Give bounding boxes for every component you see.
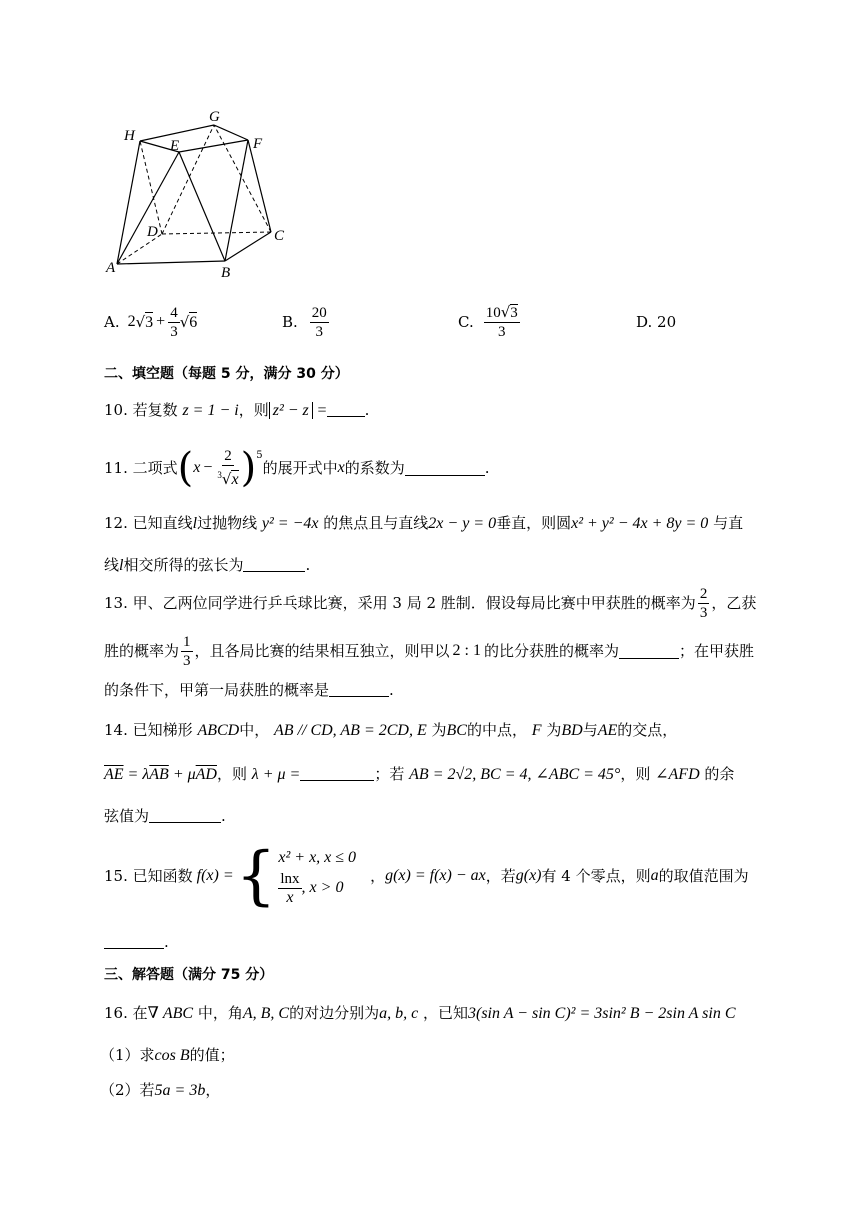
option-c-label: C. bbox=[458, 313, 474, 331]
q12-line: 2x − y = 0 bbox=[428, 515, 497, 532]
q13-ratio: 2 : 1 bbox=[452, 642, 481, 659]
q15-case2-den: x bbox=[286, 888, 294, 906]
vertex-label-a: A bbox=[106, 260, 116, 276]
question-14-line1: 14. 已知梯形 ABCD中， AB // CD, AB = 2CD, E 为BC的中点， F 为BD与AE的交点， bbox=[104, 721, 678, 739]
q14-vec-ae: $\overline{AE}$ bbox=[104, 766, 124, 783]
q14-answer-blank-1[interactable] bbox=[300, 766, 374, 781]
question-16: 16. 在∇ ABC 中，角A, B, C的对边分别为a, b, c ，已知3(sin A − sin C)² = 3sin² B − 2sin A sin C bbox=[104, 1004, 736, 1022]
q15-gx: g(x) = f(x) − ax bbox=[385, 867, 486, 884]
q11-answer-blank[interactable] bbox=[405, 461, 485, 476]
option-d-label: D. 20 bbox=[636, 313, 677, 331]
q14-answer-blank-2[interactable] bbox=[149, 808, 221, 823]
option-b-num: 20 bbox=[311, 304, 327, 321]
question-13-line1: 13. 甲、乙两位同学进行乒乓球比赛，采用 3 局 2 胜制．假设每局比赛中甲获胜的概率为 $\frac{2}{3}$ ，乙获 bbox=[104, 585, 757, 621]
question-15-answer-line: . bbox=[104, 932, 169, 952]
q13-p1-num: 2 bbox=[699, 585, 708, 602]
option-c[interactable]: C. $\frac{10√3}{3}$ bbox=[458, 303, 518, 340]
q13-answer-blank-1[interactable] bbox=[619, 644, 679, 659]
vertex-label-f: F bbox=[253, 136, 263, 152]
q15-case2-cond: , x > 0 bbox=[301, 879, 344, 896]
question-13-line3: 的条件下，甲第一局获胜的概率是 . bbox=[104, 681, 394, 699]
question-13-line2: 胜的概率为 $\frac{1}{3}$ ，且各局比赛的结果相互独立，则甲以 2 : 1 的比分获胜的概率为 ；在甲获胜 bbox=[104, 633, 755, 669]
q13-p2-num: 1 bbox=[183, 633, 191, 650]
option-b-den: 3 bbox=[315, 323, 324, 340]
question-14-line2: $\overline{AE} = \lambda\overline{AB} + \mu\overline{AD}$，则 λ + μ = ；若 AB = 2√2, BC = 4, ∠ABC = 45°，则 ∠AFD 的余 bbox=[104, 765, 735, 783]
q13-p2-den: 3 bbox=[183, 652, 191, 669]
option-a[interactable]: A. 2 √ 3 + $\frac{4}{3}$ √ 6 bbox=[104, 304, 198, 340]
q11-power: 5 bbox=[256, 450, 263, 461]
q13-answer-blank-2[interactable] bbox=[329, 682, 389, 697]
vertex-label-g: G bbox=[209, 109, 220, 125]
q15-case1: x² + x, x ≤ 0 bbox=[278, 848, 357, 866]
q11-root-arg: x bbox=[231, 471, 239, 488]
question-16-part1: （1）求cos B的值； bbox=[100, 1046, 235, 1064]
geometry-figure bbox=[100, 100, 300, 290]
vertex-label-d: D bbox=[147, 224, 158, 240]
option-a-label: A. bbox=[104, 313, 120, 331]
q14-vec-ad: $\overline{AD}$ bbox=[195, 766, 217, 783]
option-a-rad1: 3 bbox=[145, 313, 154, 331]
option-c-num-int: 10 bbox=[485, 305, 501, 321]
option-a-rad2: 6 bbox=[189, 313, 198, 331]
option-a-frac-den: 3 bbox=[170, 323, 178, 340]
question-10: 10. 若复数 z = 1 − i，则 z² − z = . bbox=[104, 401, 370, 419]
section3-title: 三、解答题（满分 75 分） bbox=[104, 967, 274, 983]
q11-root-index: 3 bbox=[217, 470, 222, 480]
option-a-frac-num: 4 bbox=[170, 304, 178, 321]
vertex-label-b: B bbox=[221, 265, 231, 281]
q15-answer-blank[interactable] bbox=[104, 934, 164, 949]
q12-answer-blank[interactable] bbox=[243, 557, 305, 572]
q14-vec-ab: $\overline{AB}$ bbox=[149, 766, 169, 783]
q14-condition: AB // CD, AB = 2CD, E bbox=[274, 722, 427, 739]
option-b[interactable] bbox=[282, 300, 329, 344]
q11-x: x bbox=[193, 459, 201, 476]
vertex-label-c: C bbox=[274, 228, 285, 244]
q15-case2-num: lnx bbox=[280, 870, 300, 887]
question-12-line2: 线l相交所得的弦长为 . bbox=[104, 556, 311, 574]
option-c-den: 3 bbox=[498, 324, 506, 340]
q16-triangle: ∇ ABC bbox=[147, 1005, 194, 1022]
q12-parabola: y² = −4x bbox=[261, 515, 319, 532]
question-15: 15. 已知函数 f(x) = { x² + x, x ≤ 0 $\frac{\ln x}{x}$ , x > 0 ， g(x) = f(x) − ax ，若 g(x) 有 4 个零点，则 a 的取值范围为 bbox=[104, 839, 749, 913]
question-14-line3: 弦值为 . bbox=[104, 807, 226, 825]
q10-answer-blank[interactable] bbox=[327, 402, 365, 417]
q10-abs-expr: z² − z bbox=[269, 402, 313, 419]
question-11: 11. 二项式 ( x − $\frac{2}{^3√x}$ ) $^5$ 的展开式中 x 的系数为 . bbox=[104, 445, 490, 491]
option-c-num-rad: 3 bbox=[510, 305, 518, 321]
option-b-label: B. bbox=[282, 313, 298, 331]
q14-condition-2: AB = 2√2, BC = 4, ∠ABC = 45° bbox=[409, 766, 621, 783]
option-d[interactable] bbox=[636, 312, 676, 332]
option-a-int: 2 bbox=[127, 313, 136, 330]
q11-numerator: 2 bbox=[224, 448, 232, 464]
vertex-label-e: E bbox=[170, 138, 180, 154]
question-16-part2: （2）若5a = 3b， bbox=[100, 1081, 221, 1099]
q15-fx: f(x) = bbox=[196, 867, 234, 884]
q13-p1-den: 3 bbox=[699, 604, 708, 621]
q12-circle: x² + y² − 4x + 8y = 0 bbox=[571, 515, 709, 532]
section2-title: 二、填空题（每题 5 分，满分 30 分） bbox=[104, 366, 349, 382]
vertex-label-h: H bbox=[124, 128, 135, 144]
question-12-line1: 12. 已知直线l过抛物线 y² = −4x 的焦点且与直线2x − y = 0垂直，则圆x² + y² − 4x + 8y = 0 与直 bbox=[104, 514, 744, 532]
q16-equation: 3(sin A − sin C)² = 3sin² B − 2sin A sin C bbox=[467, 1005, 736, 1022]
q10-condition: z = 1 − i bbox=[182, 402, 239, 419]
